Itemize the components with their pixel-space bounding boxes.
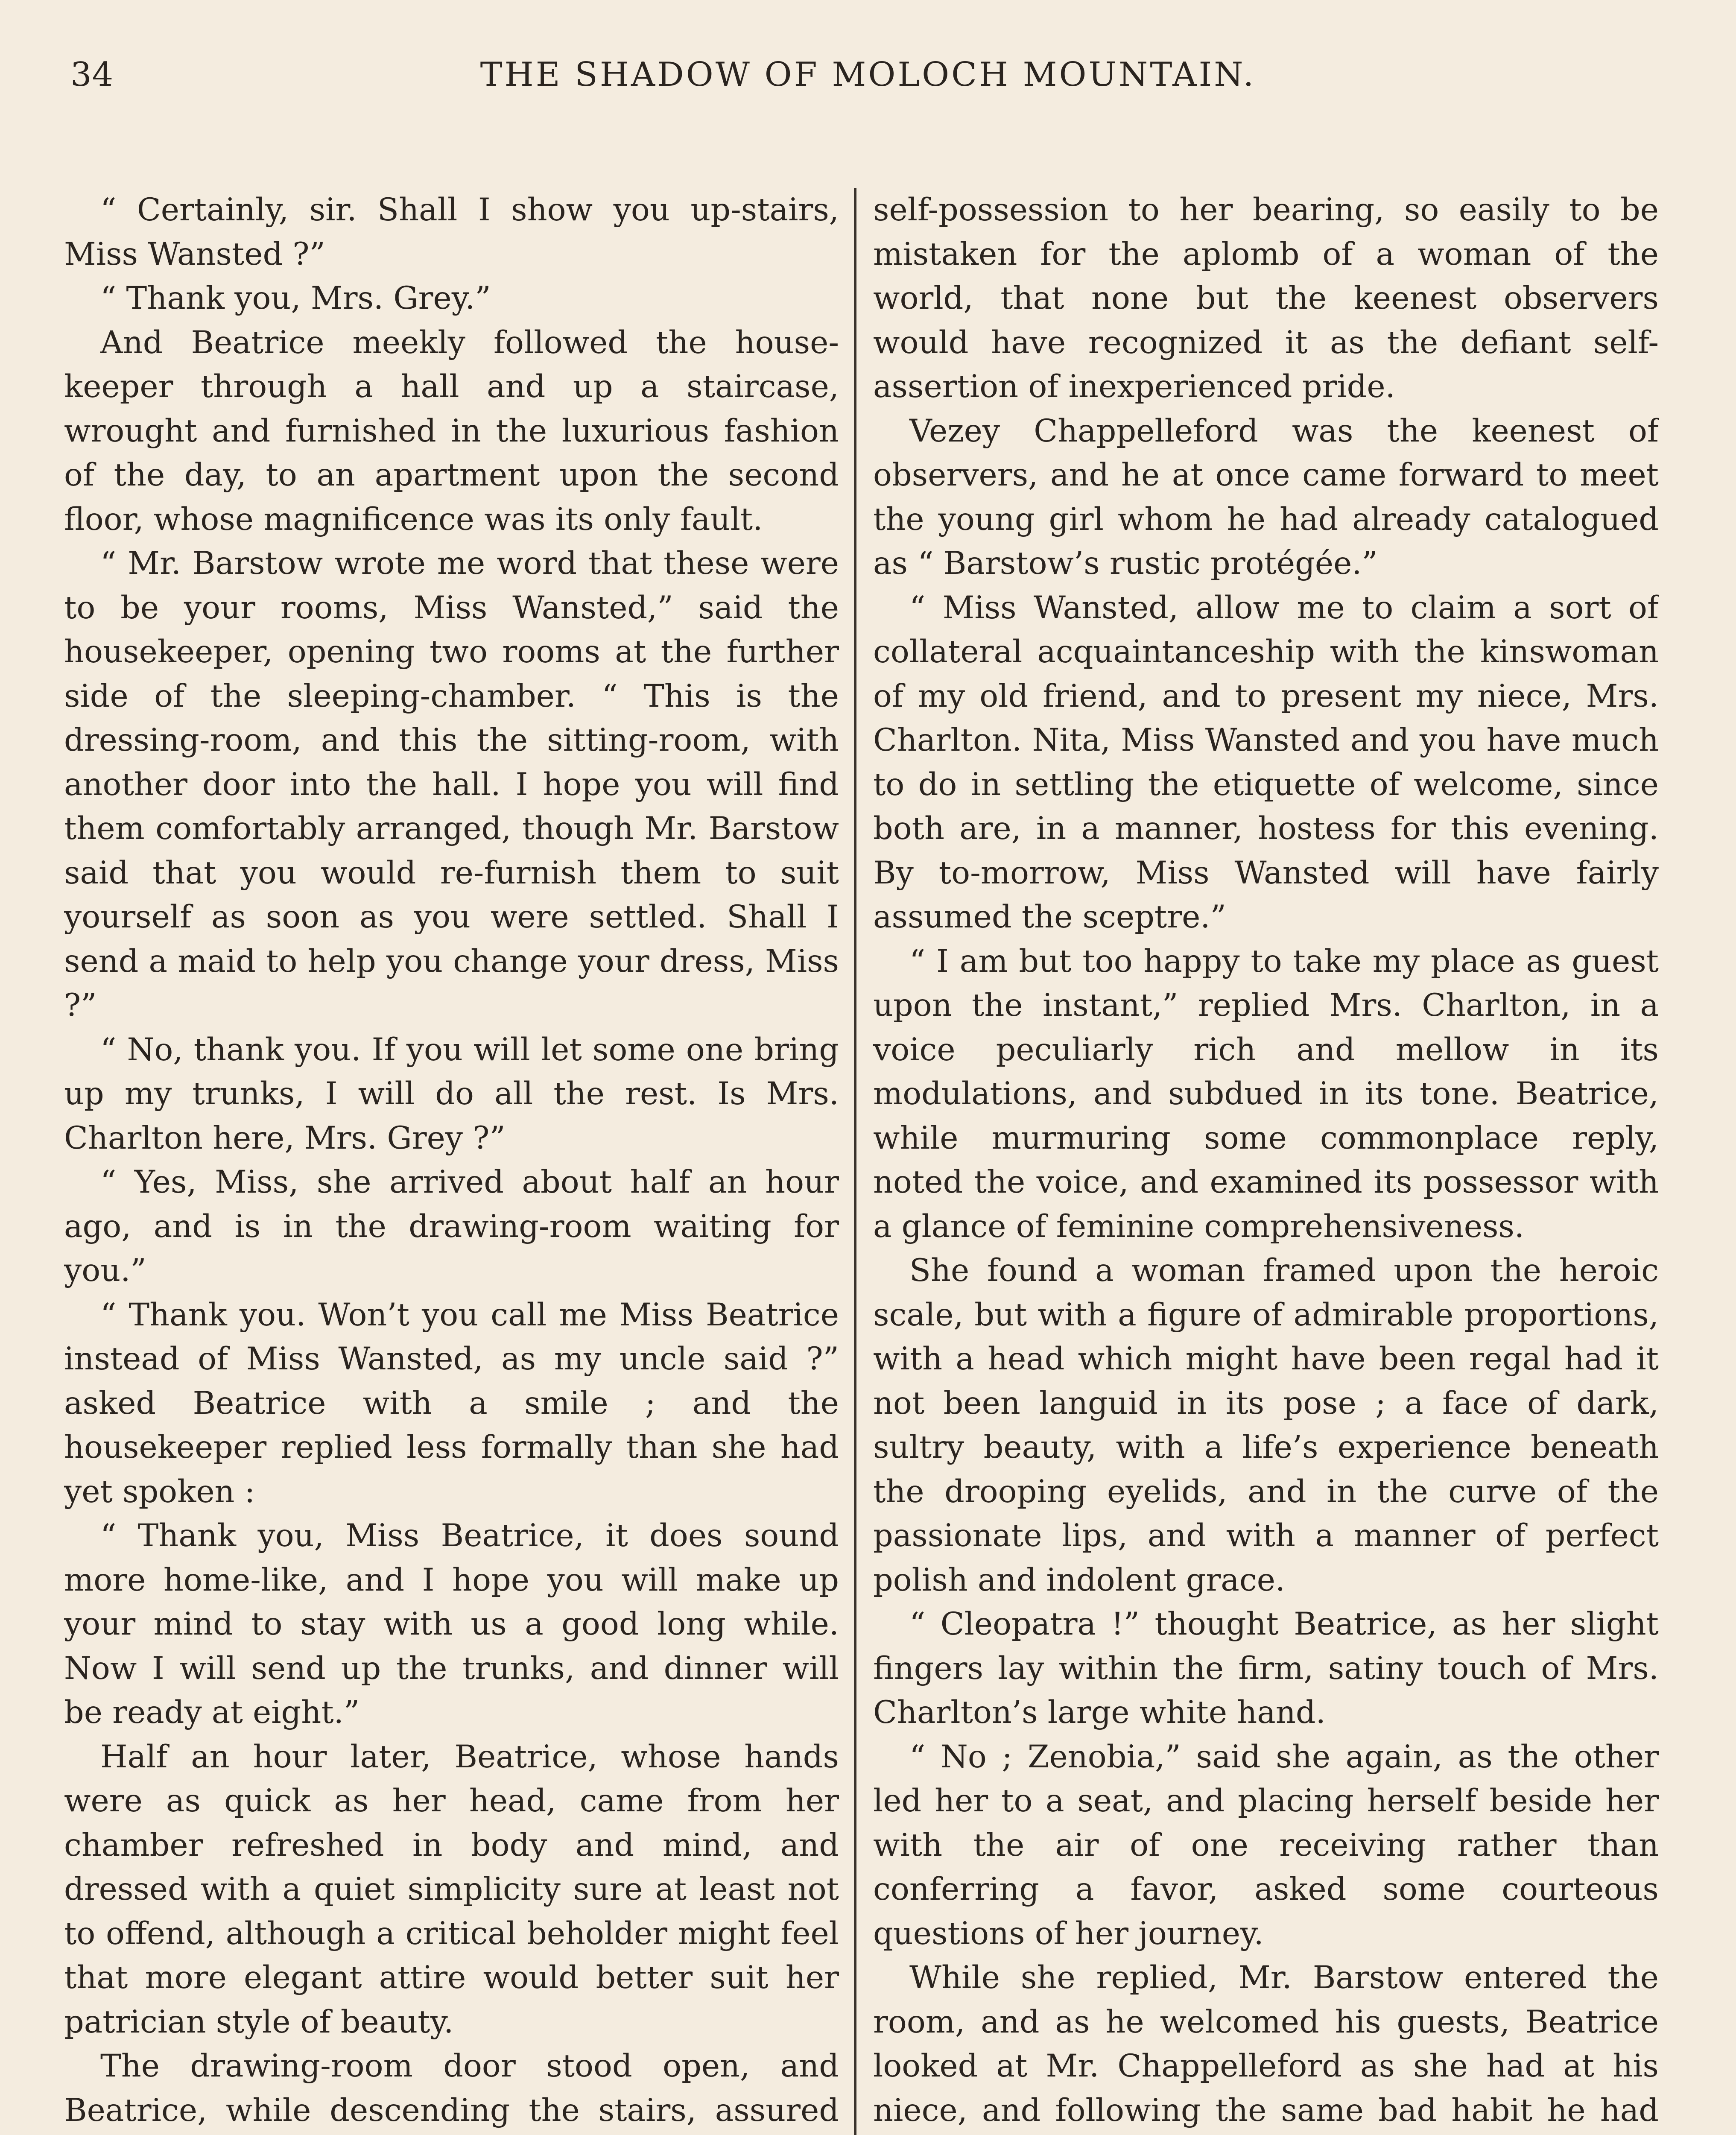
paragraph: Half an hour later, Beatrice, whose hands were as quick as her head, came from her chamber refreshed in body and mind, and dressed with a quiet simplicity sure at least not to offend, although a critical beholder might feel that more elegant attire would better suit her patrician style of beauty. xyxy=(64,1738,839,2040)
paragraph: “ Mr. Barstow wrote me word that these were to be your rooms, Miss Wansted,” said the housekeeper, opening two rooms at the further side of the sleeping-chamber. “ This is the dressing-room, and this the sitting-room, with another door into the hall. I hope you will find them comfortably arranged, though Mr. Barstow said that you would re-furnish them to suit yourself as soon as you were settled. Shall I send a maid to help you change your dress, Miss ?” xyxy=(64,545,839,1024)
column-divider xyxy=(854,188,856,2135)
page-number: 34 xyxy=(70,56,114,94)
paragraph: And Beatrice meekly followed the housekeeper through a hall and up a staircase, wrought and furnished in the luxurious fashion of the day, to an apartment upon the second floor, whose magnificence was its only fault. xyxy=(64,324,839,538)
paragraph: “ Cleopatra !” thought Beatrice, as her slight fingers lay within the firm, satiny touch of Mrs. Charlton’s large white hand. xyxy=(873,1606,1659,1731)
paragraph: “ Thank you, Mrs. Grey.” xyxy=(100,280,491,316)
paragraph: “ Yes, Miss, she arrived about half an hour ago, and is in the drawing-room waiting for you.” xyxy=(64,1164,839,1289)
paragraph: Vezey Chappelleford was the keenest of observers, and he at once came forward to meet the young girl whom he had already catalogued as “ Barstow’s rustic protégée.” xyxy=(873,412,1659,582)
paragraph: While she replied, Mr. Barstow entered the room, and as he welcomed his guests, Beatrice looked at Mr. Chappelleford as she had at his niece, and following the same bad habit he had xyxy=(873,1960,1659,2129)
paragraph: “ Miss Wansted, allow me to claim a sort of collateral acquaintanceship with the kinswoman of my old friend, and to present my niece, Mrs. Charlton. Nita, Miss Wansted and you have much to do in settling the etiquette of welcome, since both are, in a manner, hostess for this evening. By to-morrow, Miss Wansted will have fairly assumed the sceptre.” xyxy=(873,589,1659,935)
paragraph: She found a woman framed upon the heroic scale, but with a figure of admirable proportions, with a head which might have been regal had it not been languid in its pose ; a face of dark, sultry beauty, with a life’s experience beneath the drooping eyelids, and in the curve of the passionate lips, and with a manner of perfect polish and indolent grace. xyxy=(873,1252,1659,1598)
paragraph: “ No ; Zenobia,” said she again, as the other led her to a seat, and placing herself beside her with the air of one receiving rather than conferring a favor, asked some courteous questions of her journey. xyxy=(873,1738,1659,1952)
paragraph: “ No, thank you. If you will let some one bring up my trunks, I will do all the rest. Is Mrs. Charlton here, Mrs. Grey ?” xyxy=(64,1031,839,1156)
paragraph: “ Certainly, sir. Shall I show you up-stairs, Miss Wansted ?” xyxy=(64,192,839,272)
running-title: THE SHADOW OF MOLOCH MOUNTAIN. xyxy=(480,56,1256,94)
paragraph: “ Thank you. Won’t you call me Miss Beatrice instead of Miss Wansted, as my uncle said ?” asked Beatrice with a smile ; and the housekeeper replied less formally than she had yet spoken : xyxy=(64,1296,839,1510)
paragraph: The drawing-room door stood open, and Beatrice, while descending the stairs, assured xyxy=(64,2048,839,2129)
paragraph: “ Thank you, Miss Beatrice, it does sound more home-like, and I hope you will make up your mind to stay with us a good long while. Now I will send up the trunks, and dinner will be ready at eight.” xyxy=(64,1518,839,1731)
left-column xyxy=(64,188,839,2135)
paragraph: self-possession to her bearing, so easily to be mistaken for the aplomb of a woman of the world, that none but the keenest observers would have recognized it as the defiant self-assertion of inexperienced pride. xyxy=(873,192,1659,405)
right-column xyxy=(873,188,1659,2135)
page-header xyxy=(0,56,1736,102)
paragraph: “ I am but too happy to take my place as guest upon the instant,” replied Mrs. Charlton, in a voice peculiarly rich and mellow in its modulations, and subdued in its tone. Beatrice, while murmuring some commonplace reply, noted the voice, and examined its possessor with a glance of feminine comprehensiveness. xyxy=(873,943,1659,1245)
